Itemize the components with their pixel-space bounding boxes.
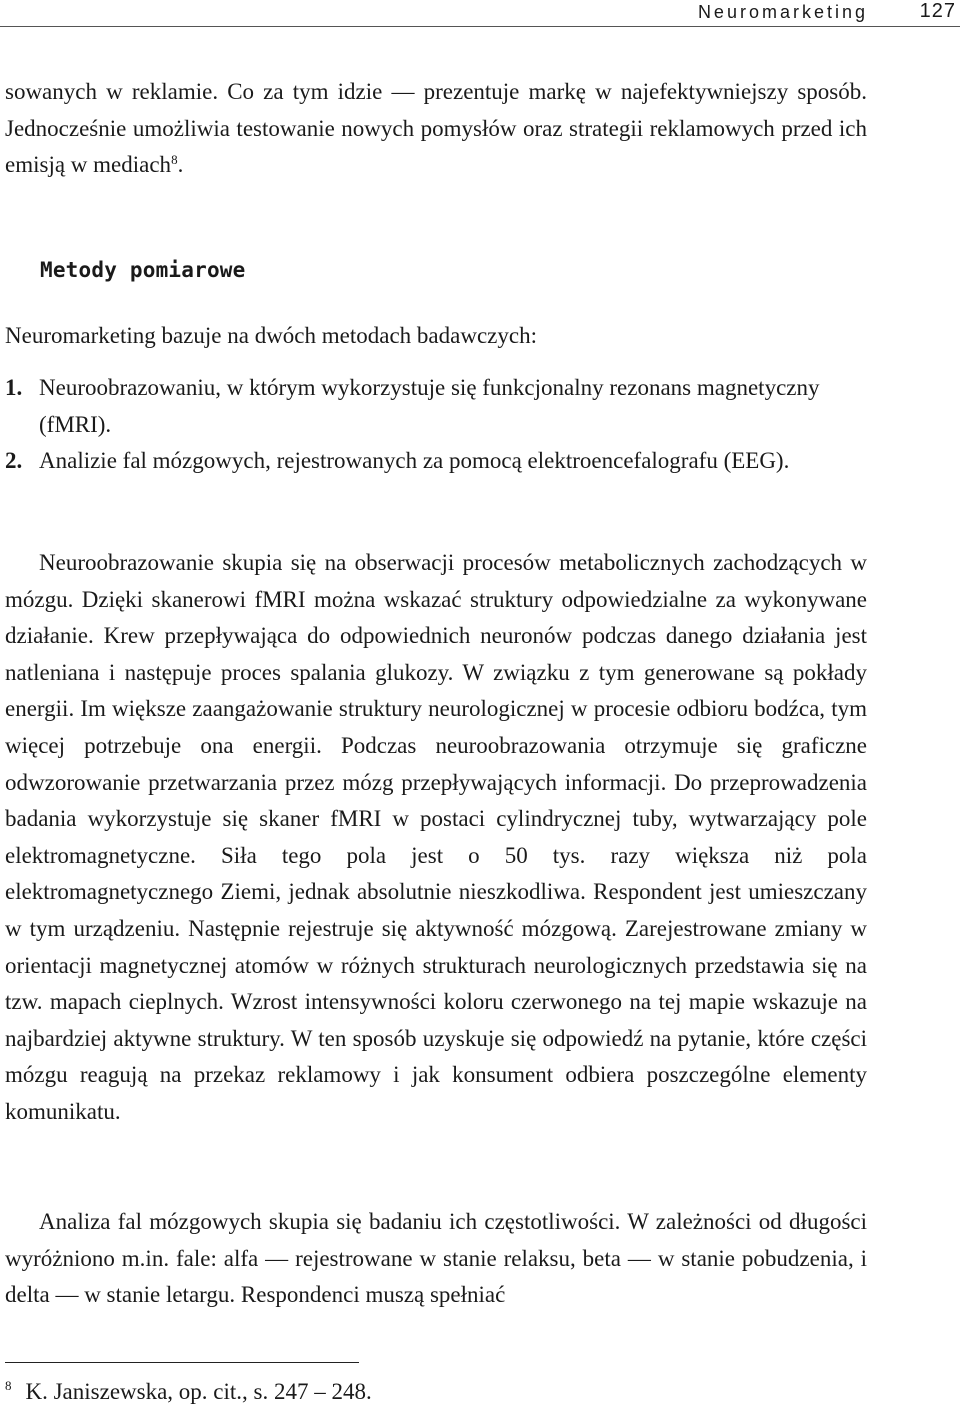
- footnote-divider: [5, 1362, 359, 1363]
- footnote-reference[interactable]: 8: [171, 152, 178, 168]
- methods-list: [5, 370, 867, 480]
- running-header-title: Neuromarketing: [697, 2, 868, 22]
- method-number: 1.: [5, 375, 23, 400]
- intro-paragraph: [5, 74, 867, 184]
- method-number: 2.: [5, 448, 23, 474]
- methods-lead: Neuromarketing bazuje na dwóch metodach badawczych:: [5, 323, 537, 348]
- footnote-text: K. Janiszewska, op. cit., s. 247 – 248.: [25, 1379, 372, 1404]
- running-header: [0, 0, 960, 27]
- page-number: 127: [919, 0, 956, 22]
- intro-text: sowanych w reklamie. Co za tym idzie — prezentuje markę w najefektywniejszy sposób. Jednocześnie umożliwia testowanie nowych pomysłów oraz strategii reklamowych przed ich emisją w mediach: [5, 79, 867, 178]
- eeg-paragraph: Analiza fal mózgowych skupia się badaniu ich częstotliwości. W zależności od długości wyróżniono m.in. fale: alfa — rejestrowane w stanie relaksu, beta — w stanie pobudzenia, i delta — w stanie letargu. Respondenci muszą spełniać: [5, 1209, 867, 1308]
- method-item-eeg: [5, 443, 867, 480]
- footnote-number: 8: [5, 1378, 12, 1393]
- method-item-fmri: [5, 370, 867, 443]
- intro-end: .: [177, 152, 184, 178]
- method-text: Neuroobrazowaniu, w którym wykorzystuje się funkcjonalny rezonans magnetyczny (fMRI).: [39, 375, 820, 437]
- neuroimaging-paragraph: Neuroobrazowanie skupia się na obserwacji procesów metabolicznych zachodzących w mózgu. Dzięki skanerowi fMRI można wskazać struktury odpowiedzialne za wykonywane działanie. Krew przepływająca do odpowiednich neuronów podczas danego działania jest natleniana i następuje proces spalania glukozy. W związku z tym generowane są pokłady energii. Im większe zaangażowanie struktury neurologicznej w procesie odbioru bodźca, tym więcej potrzebuje ona energii. Podczas neuroobrazowania otrzymuje się graficzne odwzorowanie przetwarzania przez mózg przepływających informacji. Do przeprowadzenia badania wykorzystuje się skaner fMRI w postaci cylindrycznej tuby, wytwarzający pole elektromagnetyczne. Siła tego pola jest o 50 tys. razy większa niż pola elektromagnetycznego Ziemi, jednak absolutnie nieszkodliwa. Respondent jest umieszczany w tym urządzeniu. Następnie rejestruje się aktywność mózgową. Zarejestrowane zmiany w orientacji magnetycznej atomów w różnych strukturach neurologicznych przedstawia się na tzw. mapach cieplnych. Wzrost intensywności koloru czerwonego na tej mapie wskazuje na najbardziej aktywne struktury. W ten sposób uzyskuje się odpowiedź na pytanie, które części mózgu reagują na przekaz reklamowy i jak konsument odbiera poszczególne elementy komunikatu.: [5, 550, 867, 1124]
- method-text: Analizie fal mózgowych, rejestrowanych za pomocą elektroencefalografu (EEG).: [39, 448, 790, 474]
- footnote: [5, 1378, 372, 1406]
- section-heading: Metody pomiarowe: [40, 258, 246, 282]
